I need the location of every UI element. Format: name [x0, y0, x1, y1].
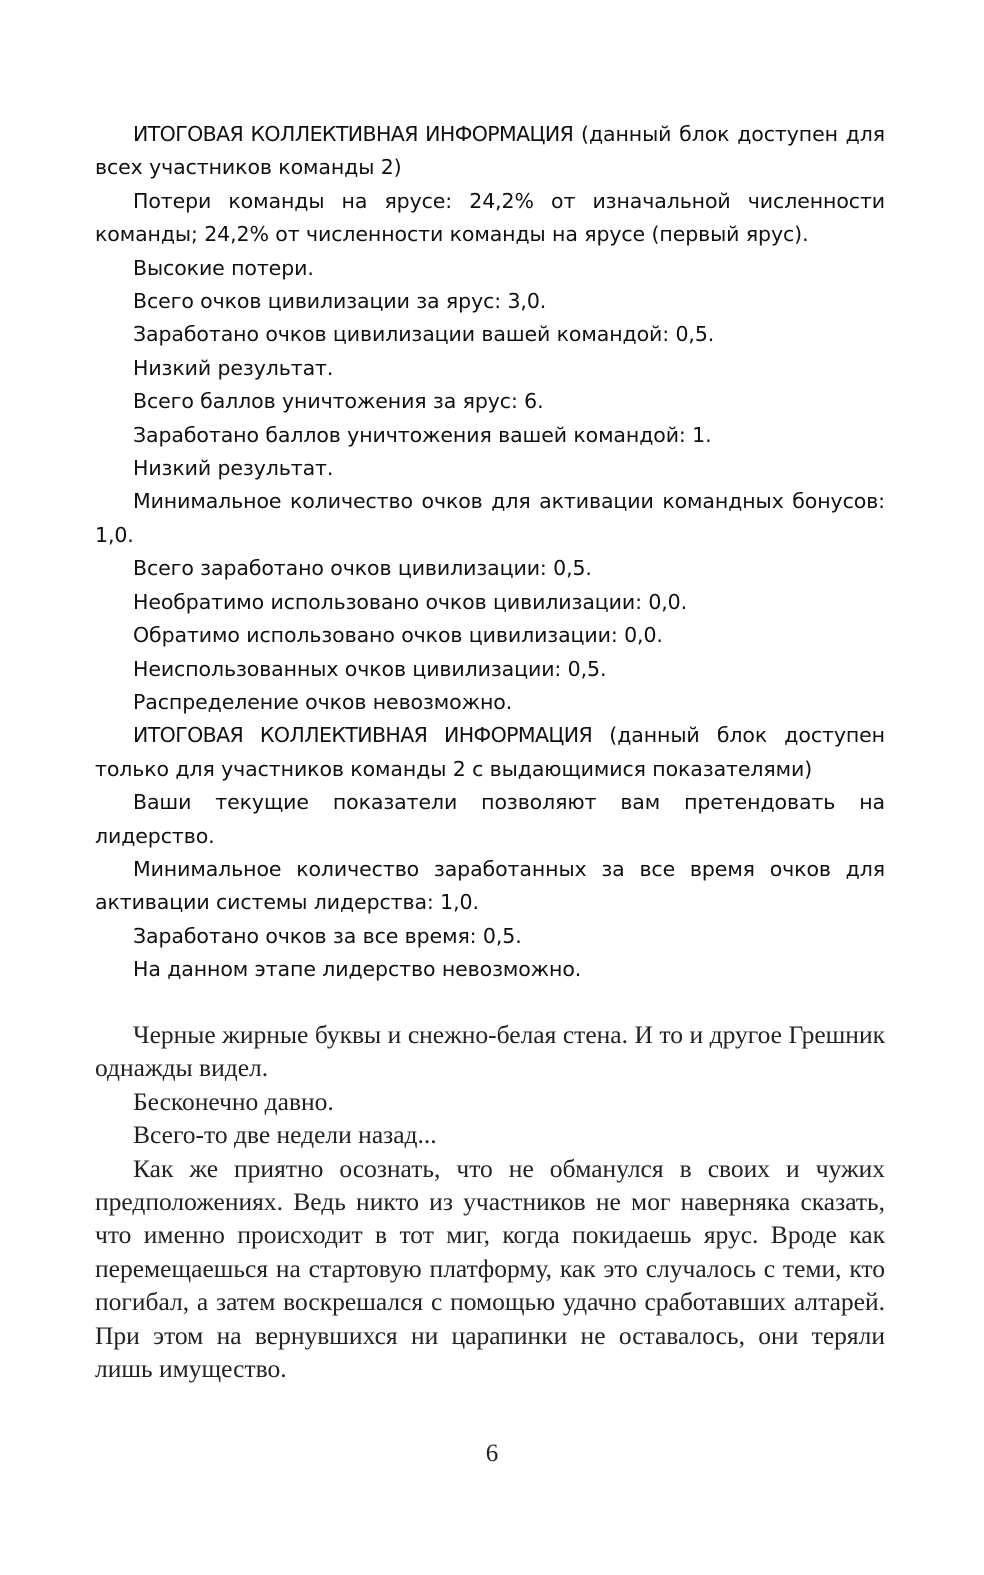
system-line: Распределение очков невозможно. — [133, 689, 513, 714]
system-line: Низкий результат. — [133, 456, 334, 481]
system-line: Ваши текущие показатели позволяют вам претендовать на лидерство. — [95, 790, 885, 848]
system-line: Неиспользованных очков цивилизации: 0,5. — [133, 656, 607, 681]
system-line: Высокие потери. — [133, 255, 314, 280]
system-line: Необратимо использовано очков цивилизации: 0,0. — [133, 589, 688, 614]
page-number: 6 — [485, 1440, 499, 1467]
system-line: Всего очков цивилизации за ярус: 3,0. — [133, 289, 547, 314]
system-line: Потери команды на ярусе: 24,2% от изначальной численности команды; 24,2% от численности команды на ярусе (первый ярус). — [95, 188, 885, 247]
prose-paragraph: Всего-то две недели назад... — [133, 1120, 437, 1150]
prose-block — [95, 1018, 885, 1385]
system-line: Обратимо использовано очков цивилизации: 0,0. — [133, 623, 663, 648]
summary-heading-team: ИТОГОВАЯ КОЛЛЕКТИВНАЯ ИНФОРМАЦИЯ (данный блок доступен для всех участников команды 2) — [95, 122, 885, 180]
system-line: Низкий результат. — [133, 355, 334, 380]
system-line: Заработано баллов уничтожения вашей командой: 1. — [133, 422, 712, 447]
system-line: Заработано очков цивилизации вашей командой: 0,5. — [133, 322, 715, 347]
system-message-block — [95, 118, 885, 987]
system-line: Всего заработано очков цивилизации: 0,5. — [133, 556, 592, 581]
system-line: На данном этапе лидерство невозможно. — [133, 957, 582, 982]
prose-paragraph: Как же приятно осознать, что не обманулся в своих и чужих предположениях. Ведь никто из участников не мог наверняка сказать, что именно происходит в тот миг, когда покидаешь ярус. Вроде как перемещаешься на стартовую платформу, как это случалось с теми, кто погибал, а затем воскрешался с помощью удачно сработавших алтарей. При этом на вернувшихся ни царапинки не оставалось, они теряли лишь имущество. — [95, 1153, 885, 1384]
summary-heading-leaders: ИТОГОВАЯ КОЛЛЕКТИВНАЯ ИНФОРМАЦИЯ (данный блок доступен только для участников команды 2 с выдающимися показателями) — [95, 723, 885, 781]
system-line: Минимальное количество заработанных за все время очков для активации системы лидерства: 1,0. — [95, 856, 885, 915]
system-line: Минимальное количество очков для активации командных бонусов: 1,0. — [95, 489, 885, 547]
system-line: Всего баллов уничтожения за ярус: 6. — [133, 389, 544, 414]
prose-paragraph: Черные жирные буквы и снежно-белая стена. И то и другое Грешник однажды видел. — [95, 1020, 885, 1083]
system-line: Заработано очков за все время: 0,5. — [133, 923, 522, 948]
prose-paragraph: Бесконечно давно. — [133, 1086, 334, 1116]
